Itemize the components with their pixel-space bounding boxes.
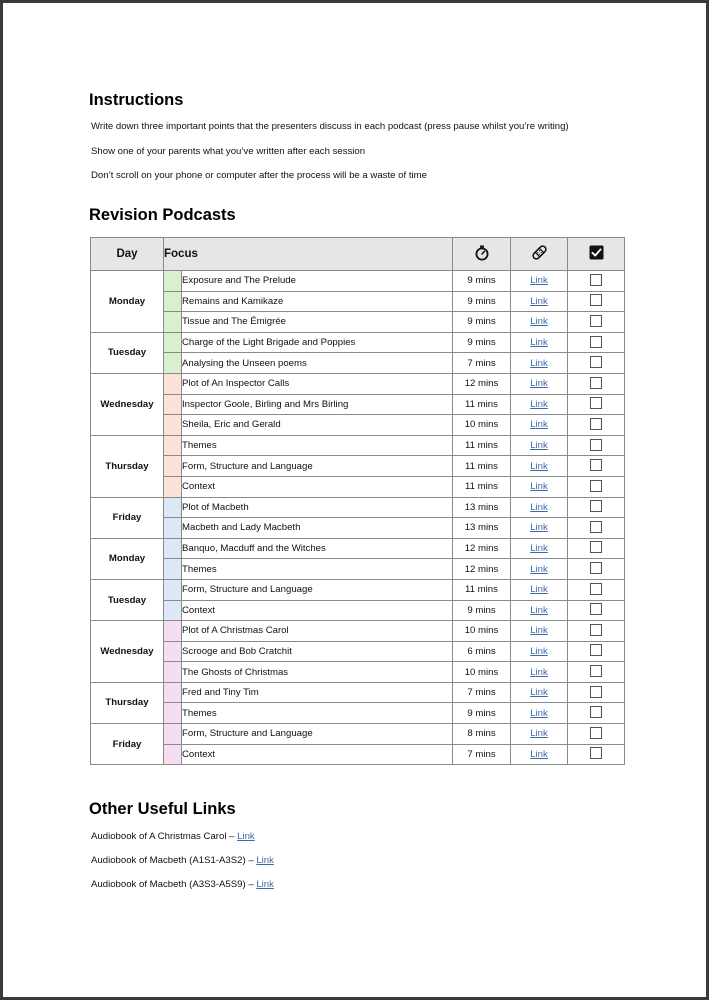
link-cell <box>511 621 568 642</box>
focus-cell: Banquo, Macduff and the Witches <box>182 538 453 559</box>
table-row <box>91 476 625 497</box>
done-checkbox[interactable] <box>590 356 602 368</box>
focus-cell: Scrooge and Bob Cratchit <box>182 641 453 662</box>
day-cell: Wednesday <box>91 621 164 683</box>
table-row <box>91 353 625 374</box>
done-checkbox[interactable] <box>590 686 602 698</box>
table-row <box>91 724 625 745</box>
other-link-line <box>91 831 625 842</box>
podcast-link[interactable]: Link <box>530 563 548 575</box>
podcast-link[interactable]: Link <box>530 687 548 699</box>
podcast-link[interactable]: Link <box>530 645 548 657</box>
subject-color-swatch <box>164 559 182 580</box>
focus-cell: Analysing the Unseen poems <box>182 353 453 374</box>
done-cell <box>568 559 625 580</box>
podcast-link[interactable]: Link <box>530 625 548 637</box>
subject-color-swatch <box>164 497 182 518</box>
done-cell <box>568 538 625 559</box>
podcast-link[interactable]: Link <box>530 357 548 369</box>
done-cell <box>568 724 625 745</box>
table-row <box>91 621 625 642</box>
day-cell: Friday <box>91 724 164 765</box>
link-cell <box>511 332 568 353</box>
link-cell <box>511 291 568 312</box>
focus-cell: Form, Structure and Language <box>182 724 453 745</box>
other-links-section <box>89 831 625 890</box>
table-row <box>91 744 625 765</box>
subject-color-swatch <box>164 456 182 477</box>
day-cell: Thursday <box>91 435 164 497</box>
done-checkbox[interactable] <box>590 603 602 615</box>
duration-cell: 8 mins <box>453 724 511 745</box>
done-checkbox[interactable] <box>590 336 602 348</box>
link-cell <box>511 476 568 497</box>
done-cell <box>568 682 625 703</box>
duration-cell: 9 mins <box>453 600 511 621</box>
subject-color-swatch <box>164 744 182 765</box>
subject-color-swatch <box>164 415 182 436</box>
done-checkbox[interactable] <box>590 294 602 306</box>
link-cell <box>511 744 568 765</box>
focus-cell: Tissue and The Émigrée <box>182 312 453 333</box>
duration-cell: 9 mins <box>453 703 511 724</box>
podcast-link[interactable]: Link <box>530 295 548 307</box>
table-row <box>91 291 625 312</box>
table-row <box>91 497 625 518</box>
done-cell <box>568 662 625 683</box>
podcast-link[interactable]: Link <box>530 501 548 513</box>
done-cell <box>568 271 625 292</box>
podcast-link[interactable]: Link <box>530 275 548 287</box>
instructions-section <box>89 91 625 181</box>
table-row <box>91 518 625 539</box>
focus-cell: Remains and Kamikaze <box>182 291 453 312</box>
subject-color-swatch <box>164 435 182 456</box>
subject-color-swatch <box>164 621 182 642</box>
link-cell <box>511 394 568 415</box>
revision-podcasts-heading: Revision Podcasts <box>89 206 236 224</box>
link-cell <box>511 682 568 703</box>
link-column-header <box>511 238 568 271</box>
focus-cell: Themes <box>182 559 453 580</box>
bandage-icon <box>531 244 548 264</box>
podcast-link[interactable]: Link <box>530 337 548 349</box>
duration-cell: 6 mins <box>453 641 511 662</box>
podcast-table-body <box>91 271 625 765</box>
table-row <box>91 373 625 394</box>
subject-color-swatch <box>164 724 182 745</box>
table-row <box>91 271 625 292</box>
table-row <box>91 312 625 333</box>
other-link-line <box>91 879 625 890</box>
duration-cell: 12 mins <box>453 373 511 394</box>
focus-cell: Context <box>182 744 453 765</box>
day-cell: Tuesday <box>91 332 164 373</box>
done-checkbox[interactable] <box>590 562 602 574</box>
checked-box-icon <box>589 245 604 263</box>
link-cell <box>511 518 568 539</box>
duration-cell: 11 mins <box>453 476 511 497</box>
podcast-table <box>90 237 625 765</box>
table-row <box>91 682 625 703</box>
table-row <box>91 559 625 580</box>
instruction-line: Don’t scroll on your phone or computer after the process will be a waste of time <box>91 170 427 181</box>
duration-cell: 13 mins <box>453 518 511 539</box>
focus-cell: Exposure and The Prelude <box>182 271 453 292</box>
duration-cell: 13 mins <box>453 497 511 518</box>
done-cell <box>568 435 625 456</box>
subject-color-swatch <box>164 579 182 600</box>
focus-cell: Context <box>182 476 453 497</box>
link-cell <box>511 373 568 394</box>
done-checkbox[interactable] <box>590 644 602 656</box>
day-cell: Tuesday <box>91 579 164 620</box>
done-column-header <box>568 238 625 271</box>
other-link-line <box>91 855 625 866</box>
done-checkbox[interactable] <box>590 665 602 677</box>
stopwatch-icon <box>475 245 489 264</box>
table-row <box>91 703 625 724</box>
subject-color-swatch <box>164 332 182 353</box>
done-cell <box>568 332 625 353</box>
day-cell: Thursday <box>91 682 164 723</box>
focus-cell: Context <box>182 600 453 621</box>
subject-color-swatch <box>164 291 182 312</box>
focus-cell: Charge of the Light Brigade and Poppies <box>182 332 453 353</box>
done-cell <box>568 744 625 765</box>
duration-cell: 12 mins <box>453 538 511 559</box>
link-cell <box>511 662 568 683</box>
duration-cell: 7 mins <box>453 744 511 765</box>
podcast-link[interactable]: Link <box>530 728 548 740</box>
duration-cell: 9 mins <box>453 291 511 312</box>
subject-color-swatch <box>164 476 182 497</box>
link-cell <box>511 435 568 456</box>
table-row <box>91 415 625 436</box>
podcast-link[interactable]: Link <box>530 666 548 678</box>
podcast-link[interactable]: Link <box>530 707 548 719</box>
done-cell <box>568 312 625 333</box>
done-checkbox[interactable] <box>590 439 602 451</box>
done-checkbox[interactable] <box>590 500 602 512</box>
duration-cell: 9 mins <box>453 332 511 353</box>
table-row <box>91 456 625 477</box>
subject-color-swatch <box>164 538 182 559</box>
link-cell <box>511 703 568 724</box>
subject-color-swatch <box>164 703 182 724</box>
focus-cell: Themes <box>182 703 453 724</box>
subject-color-swatch <box>164 662 182 683</box>
done-checkbox[interactable] <box>590 706 602 718</box>
duration-cell: 11 mins <box>453 579 511 600</box>
focus-cell: Macbeth and Lady Macbeth <box>182 518 453 539</box>
done-cell <box>568 600 625 621</box>
table-row <box>91 435 625 456</box>
done-checkbox[interactable] <box>590 747 602 759</box>
link-cell <box>511 312 568 333</box>
done-checkbox[interactable] <box>590 541 602 553</box>
done-cell <box>568 373 625 394</box>
table-row <box>91 394 625 415</box>
link-cell <box>511 271 568 292</box>
subject-color-swatch <box>164 394 182 415</box>
link-cell <box>511 497 568 518</box>
duration-column-header <box>453 238 511 271</box>
done-cell <box>568 394 625 415</box>
duration-cell: 9 mins <box>453 271 511 292</box>
done-cell <box>568 703 625 724</box>
done-checkbox[interactable] <box>590 480 602 492</box>
other-link-text: Audiobook of Macbeth (A3S3-A5S9) – <box>91 878 257 890</box>
done-cell <box>568 353 625 374</box>
done-cell <box>568 476 625 497</box>
done-checkbox[interactable] <box>590 315 602 327</box>
focus-cell: Sheila, Eric and Gerald <box>182 415 453 436</box>
focus-column-header: Focus <box>164 238 453 271</box>
link-cell <box>511 415 568 436</box>
table-row <box>91 641 625 662</box>
link-cell <box>511 579 568 600</box>
podcast-link[interactable]: Link <box>530 398 548 410</box>
focus-cell: Inspector Goole, Birling and Mrs Birling <box>182 394 453 415</box>
link-cell <box>511 559 568 580</box>
audiobook-link[interactable]: Link <box>237 831 255 843</box>
day-cell: Friday <box>91 497 164 538</box>
done-cell <box>568 641 625 662</box>
subject-color-swatch <box>164 353 182 374</box>
table-row <box>91 600 625 621</box>
other-link-text: Audiobook of A Christmas Carol – <box>91 831 238 843</box>
day-cell: Monday <box>91 538 164 579</box>
done-checkbox[interactable] <box>590 521 602 533</box>
focus-cell: Fred and Tiny Tim <box>182 682 453 703</box>
instruction-line: Show one of your parents what you’ve written after each session <box>91 145 366 157</box>
done-cell <box>568 291 625 312</box>
done-checkbox[interactable] <box>590 727 602 739</box>
done-checkbox[interactable] <box>590 583 602 595</box>
link-cell <box>511 724 568 745</box>
podcast-link[interactable]: Link <box>530 748 548 760</box>
link-cell <box>511 456 568 477</box>
subject-color-swatch <box>164 600 182 621</box>
podcast-link[interactable]: Link <box>530 522 548 534</box>
table-row <box>91 662 625 683</box>
document-content <box>89 91 625 903</box>
focus-cell: Plot of An Inspector Calls <box>182 373 453 394</box>
duration-cell: 7 mins <box>453 353 511 374</box>
day-cell: Monday <box>91 271 164 333</box>
audiobook-link[interactable]: Link <box>256 878 274 890</box>
duration-cell: 11 mins <box>453 435 511 456</box>
done-checkbox[interactable] <box>590 274 602 286</box>
podcast-link[interactable]: Link <box>530 604 548 616</box>
duration-cell: 10 mins <box>453 662 511 683</box>
focus-cell: The Ghosts of Christmas <box>182 662 453 683</box>
subject-color-swatch <box>164 373 182 394</box>
duration-cell: 11 mins <box>453 456 511 477</box>
duration-cell: 12 mins <box>453 559 511 580</box>
done-checkbox[interactable] <box>590 624 602 636</box>
focus-cell: Form, Structure and Language <box>182 456 453 477</box>
podcast-link[interactable]: Link <box>530 419 548 431</box>
duration-cell: 10 mins <box>453 415 511 436</box>
done-cell <box>568 456 625 477</box>
podcast-link[interactable]: Link <box>530 584 548 596</box>
duration-cell: 7 mins <box>453 682 511 703</box>
podcast-link[interactable]: Link <box>530 378 548 390</box>
duration-cell: 11 mins <box>453 394 511 415</box>
table-row <box>91 332 625 353</box>
instructions-heading: Instructions <box>89 91 184 109</box>
link-cell <box>511 600 568 621</box>
done-checkbox[interactable] <box>590 418 602 430</box>
day-column-header: Day <box>91 238 164 271</box>
instruction-line: Write down three important points that the presenters discuss in each podcast (press pause whilst you’re writing) <box>91 121 569 132</box>
audiobook-link[interactable]: Link <box>256 855 274 867</box>
done-checkbox[interactable] <box>590 397 602 409</box>
done-cell <box>568 497 625 518</box>
subject-color-swatch <box>164 682 182 703</box>
table-row <box>91 579 625 600</box>
link-cell <box>511 353 568 374</box>
other-links-heading: Other Useful Links <box>89 800 236 819</box>
podcast-link[interactable]: Link <box>530 440 548 452</box>
link-cell <box>511 538 568 559</box>
done-cell <box>568 518 625 539</box>
podcast-link[interactable]: Link <box>530 460 548 472</box>
table-header-row <box>91 238 625 271</box>
other-link-text: Audiobook of Macbeth (A1S1-A3S2) – <box>91 855 257 867</box>
subject-color-swatch <box>164 271 182 292</box>
focus-cell: Plot of Macbeth <box>182 497 453 518</box>
focus-cell: Form, Structure and Language <box>182 579 453 600</box>
subject-color-swatch <box>164 641 182 662</box>
done-cell <box>568 415 625 436</box>
duration-cell: 10 mins <box>453 621 511 642</box>
day-cell: Wednesday <box>91 373 164 435</box>
podcast-link[interactable]: Link <box>530 543 548 555</box>
done-checkbox[interactable] <box>590 377 602 389</box>
done-cell <box>568 579 625 600</box>
focus-cell: Themes <box>182 435 453 456</box>
done-checkbox[interactable] <box>590 459 602 471</box>
link-cell <box>511 641 568 662</box>
table-row <box>91 538 625 559</box>
focus-cell: Plot of A Christmas Carol <box>182 621 453 642</box>
podcast-link[interactable]: Link <box>530 316 548 328</box>
duration-cell: 9 mins <box>453 312 511 333</box>
podcast-link[interactable]: Link <box>530 481 548 493</box>
subject-color-swatch <box>164 518 182 539</box>
subject-color-swatch <box>164 312 182 333</box>
done-cell <box>568 621 625 642</box>
